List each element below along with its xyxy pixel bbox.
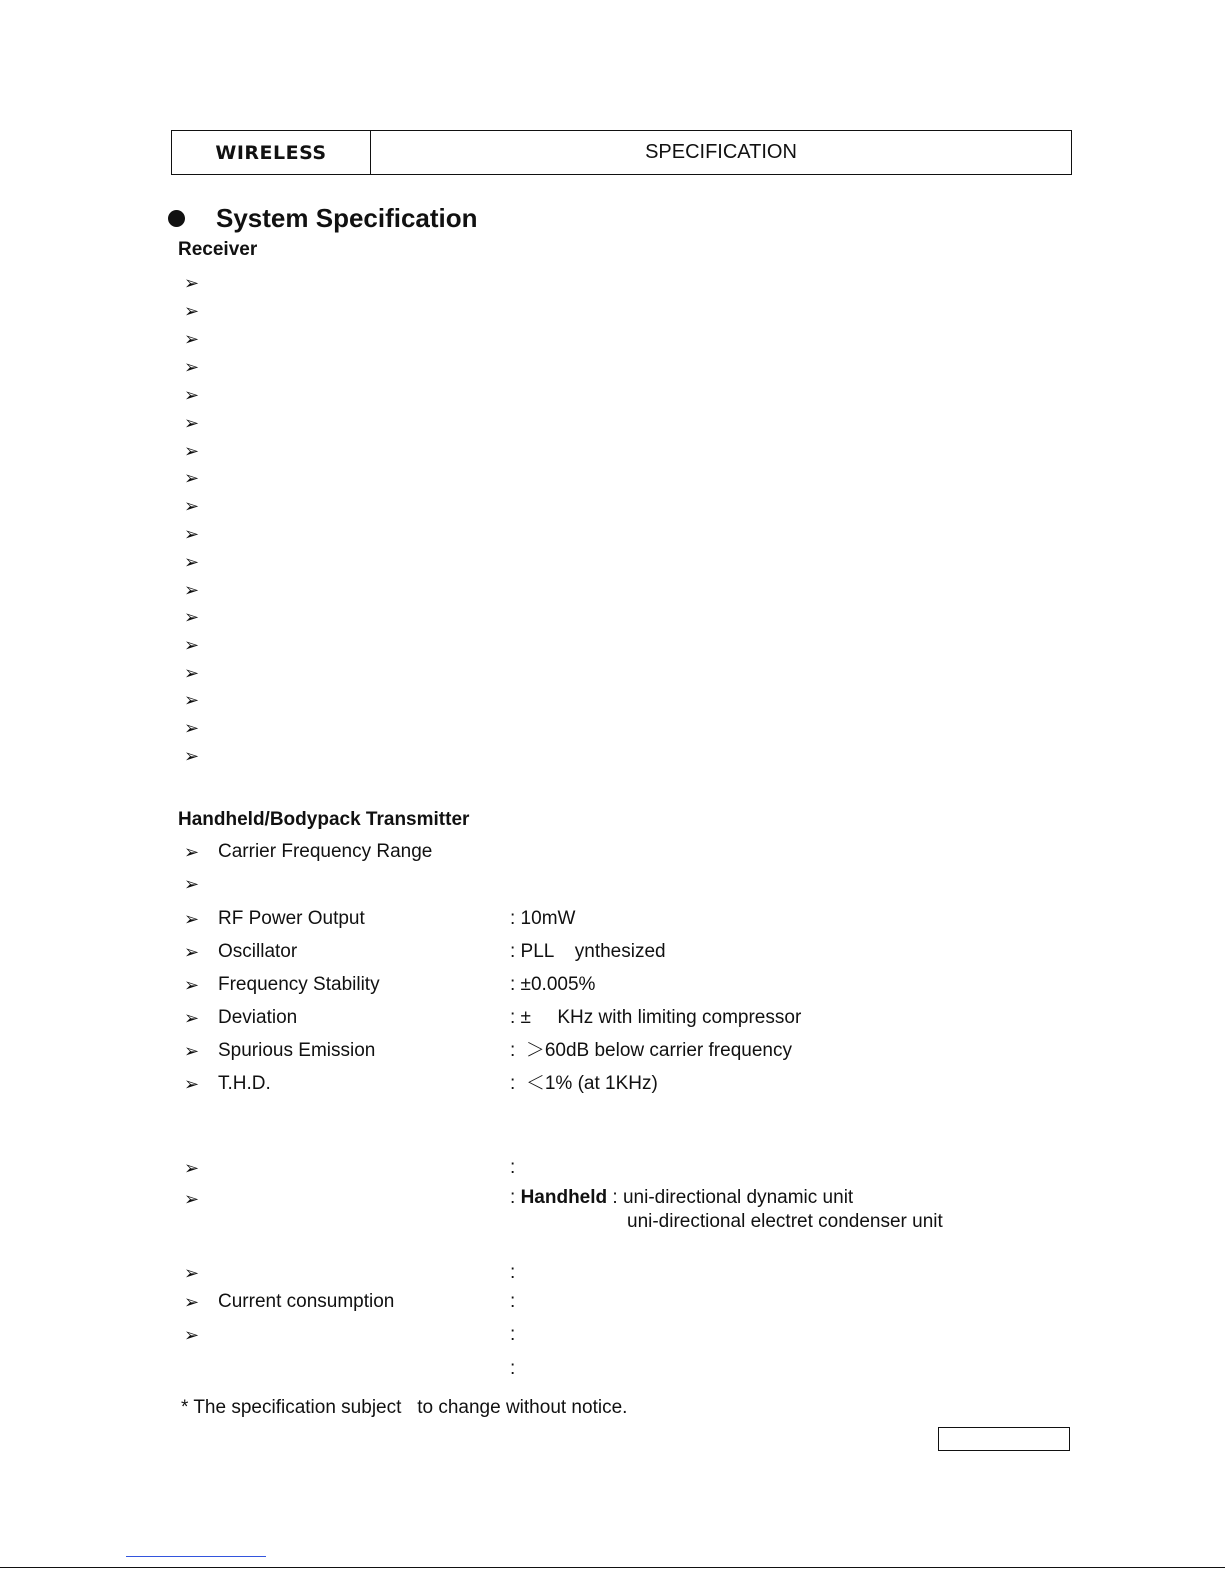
arrow-bullet-icon: ➢ — [184, 663, 200, 684]
footer-rule — [0, 1567, 1225, 1568]
spec-label: Frequency Stability — [218, 974, 380, 995]
arrow-bullet-icon: ➢ — [184, 1074, 200, 1095]
arrow-bullet-icon: ➢ — [184, 1189, 200, 1210]
page-number-box — [938, 1427, 1070, 1451]
spec-value: : ＜1% (at 1KHz) — [510, 1073, 658, 1094]
spec-value-line2: uni-directional electret condenser unit — [627, 1211, 943, 1232]
arrow-bullet-icon: ➢ — [184, 1008, 200, 1029]
spec-label: RF Power Output — [218, 908, 365, 929]
arrow-bullet-icon: ➢ — [184, 273, 200, 294]
arrow-bullet-icon: ➢ — [184, 357, 200, 378]
footer-link-underline[interactable] — [126, 1556, 266, 1557]
spec-label: Oscillator — [218, 941, 298, 962]
spec-value: : — [510, 1157, 516, 1178]
arrow-bullet-icon: ➢ — [184, 413, 200, 434]
arrow-bullet-icon: ➢ — [184, 690, 200, 711]
arrow-bullet-icon: ➢ — [184, 524, 200, 545]
arrow-bullet-icon: ➢ — [184, 718, 200, 739]
spec-value-microphone: : Handheld : uni-directional dynamic unit — [510, 1187, 854, 1208]
spec-value: : 10mW — [510, 908, 576, 929]
arrow-bullet-icon: ➢ — [184, 1325, 200, 1346]
arrow-bullet-icon: ➢ — [184, 975, 200, 996]
spec-value: : ± KHz with limiting compressor — [510, 1007, 802, 1028]
arrow-bullet-icon: ➢ — [184, 441, 200, 462]
arrow-bullet-icon: ➢ — [184, 496, 200, 517]
disclaimer-note: * The specification subject to change without notice. — [181, 1397, 628, 1418]
arrow-bullet-icon: ➢ — [184, 1292, 200, 1313]
receiver-heading: Receiver — [178, 239, 258, 260]
spec-value: : ±0.005% — [510, 974, 596, 995]
arrow-bullet-icon: ➢ — [184, 552, 200, 573]
arrow-bullet-icon: ➢ — [184, 942, 200, 963]
arrow-bullet-icon: ➢ — [184, 909, 200, 930]
spec-value: : — [510, 1324, 516, 1345]
spec-label: T.H.D. — [218, 1073, 271, 1094]
section-bullet-icon — [168, 210, 185, 227]
header-table — [171, 130, 1072, 175]
spec-value: : ＞60dB below carrier frequency — [510, 1040, 792, 1061]
spec-label: Current consumption — [218, 1291, 395, 1312]
arrow-bullet-icon: ➢ — [184, 746, 200, 767]
spec-label: Deviation — [218, 1007, 298, 1028]
spec-value: : — [510, 1262, 516, 1283]
arrow-bullet-icon: ➢ — [184, 385, 200, 406]
arrow-bullet-icon: ➢ — [184, 842, 200, 863]
spec-value: : PLL ynthesized — [510, 941, 666, 962]
arrow-bullet-icon: ➢ — [184, 635, 200, 656]
spec-value: : — [510, 1291, 516, 1312]
spec-value: : — [510, 1358, 516, 1379]
transmitter-heading: Handheld/Bodypack Transmitter — [178, 809, 470, 830]
section-title: System Specification — [216, 203, 478, 233]
arrow-bullet-icon: ➢ — [184, 301, 200, 322]
arrow-bullet-icon: ➢ — [184, 468, 200, 489]
arrow-bullet-icon: ➢ — [184, 607, 200, 628]
arrow-bullet-icon: ➢ — [184, 1041, 200, 1062]
header-brand: WIRELESS — [172, 131, 371, 174]
arrow-bullet-icon: ➢ — [184, 580, 200, 601]
arrow-bullet-icon: ➢ — [184, 329, 200, 350]
arrow-bullet-icon: ➢ — [184, 874, 200, 895]
spec-label: Spurious Emission — [218, 1040, 376, 1061]
spec-label: Carrier Frequency Range — [218, 841, 433, 862]
arrow-bullet-icon: ➢ — [184, 1263, 200, 1284]
header-doc-type: SPECIFICATION — [645, 141, 797, 163]
arrow-bullet-icon: ➢ — [184, 1158, 200, 1179]
